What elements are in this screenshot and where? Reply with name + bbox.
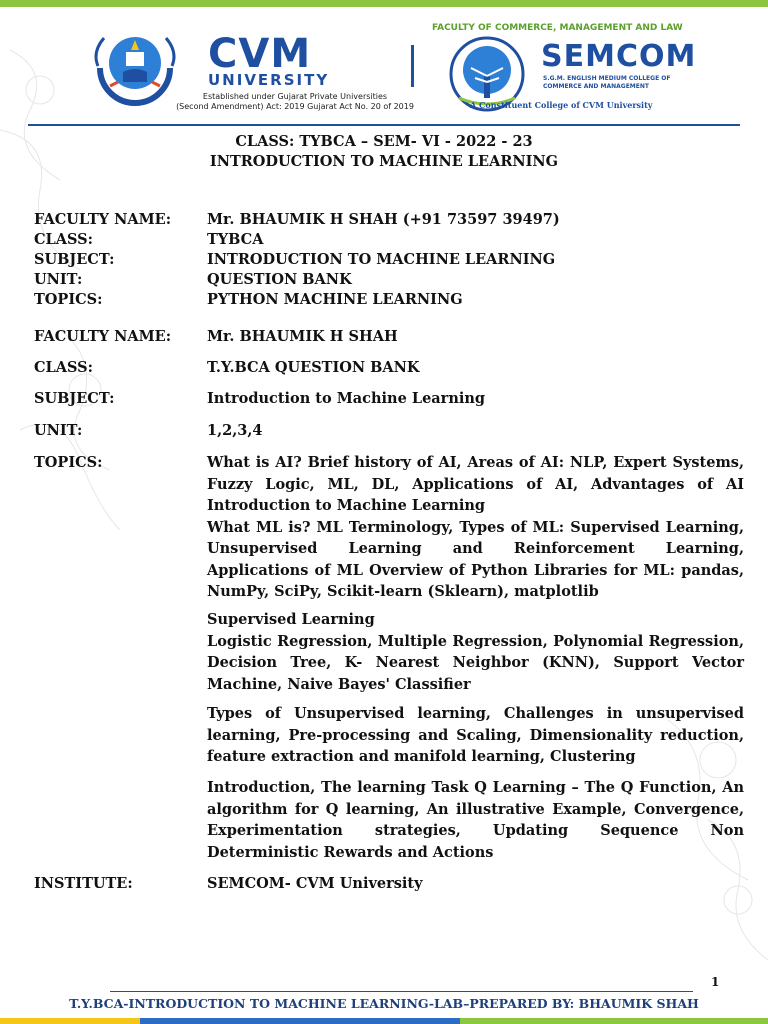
faculty-title: FACULTY OF COMMERCE, MANAGEMENT AND LAW [432, 23, 683, 33]
footer-text: T.Y.BCA-INTRODUCTION TO MACHINE LEARNING-LAB–PREPARED BY: BHAUMIK SHAH [69, 996, 699, 1011]
topics-unit1-ml: What ML is? ML Terminology, Types of ML: Supervised Learning, Unsupervised Learning and Reinforcement Learning, Applications of ML Overview of Python Libraries for ML: pandas, NumPy, SciPy, Scikit-learn (Sklearn), matplotlib [207, 518, 744, 600]
logo-divider [411, 45, 414, 87]
topics-unit2 [207, 609, 744, 695]
university-wordmark: UNIVERSITY [208, 71, 330, 89]
topics-unit2-heading: Supervised Learning [207, 611, 375, 628]
semcom-wordmark: SEMCOM [541, 39, 697, 74]
page-number: 1 [711, 975, 720, 989]
document-title [0, 132, 768, 172]
topics-unit4-body: Introduction, The learning Task Q Learning – The Q Function, An algorithm for Q learning, An illustrative Example, Convergence, Experimentation strategies, Updating Sequence Non Deterministic Rewards and Actions [207, 779, 744, 861]
semcom-subtitle: S.G.M. ENGLISH MEDIUM COLLEGE OF COMMERCE AND MANAGEMENT [543, 75, 671, 90]
footer-rule [110, 991, 693, 992]
topics-unit4 [207, 777, 744, 863]
top-green-bar [0, 0, 768, 7]
constituent-note: A Constituent College of CVM University [470, 100, 653, 110]
topics-unit1 [207, 452, 744, 603]
title-class-line: CLASS: TYBCA – SEM- VI - 2022 - 23 [235, 133, 533, 150]
cvm-emblem-icon [90, 28, 180, 108]
title-subject-line: INTRODUCTION TO MACHINE LEARNING [209, 153, 559, 170]
cvm-university-logo [90, 22, 414, 112]
topics-unit3-body: Types of Unsupervised learning, Challenges in unsupervised learning, Pre-processing and Scaling, Dimensionality reduction, feature extraction and manifold learning, Clustering [207, 705, 744, 765]
established-note: Established under Gujarat Private Universities (Second Amendment) Act: 2019 Gujarat Act No. 20 of 2019 [176, 92, 414, 111]
cvm-wordmark: CVM [208, 31, 312, 77]
bottom-color-bar [0, 1018, 768, 1024]
topics-unit2-body: Logistic Regression, Multiple Regression, Polynomial Regression, Decision Tree, K- Nearest Neighbor (KNN), Support Vector Machine, Naive Bayes' Classifier [207, 632, 744, 693]
header-rule [28, 124, 740, 126]
topics-unit1-intro: What is AI? Brief history of AI, Areas of AI: NLP, Expert Systems, Fuzzy Logic, ML, DL, Applications of AI, Advantages of AI Introduction to Machine Learning [207, 454, 744, 514]
topics-unit3 [207, 703, 744, 768]
